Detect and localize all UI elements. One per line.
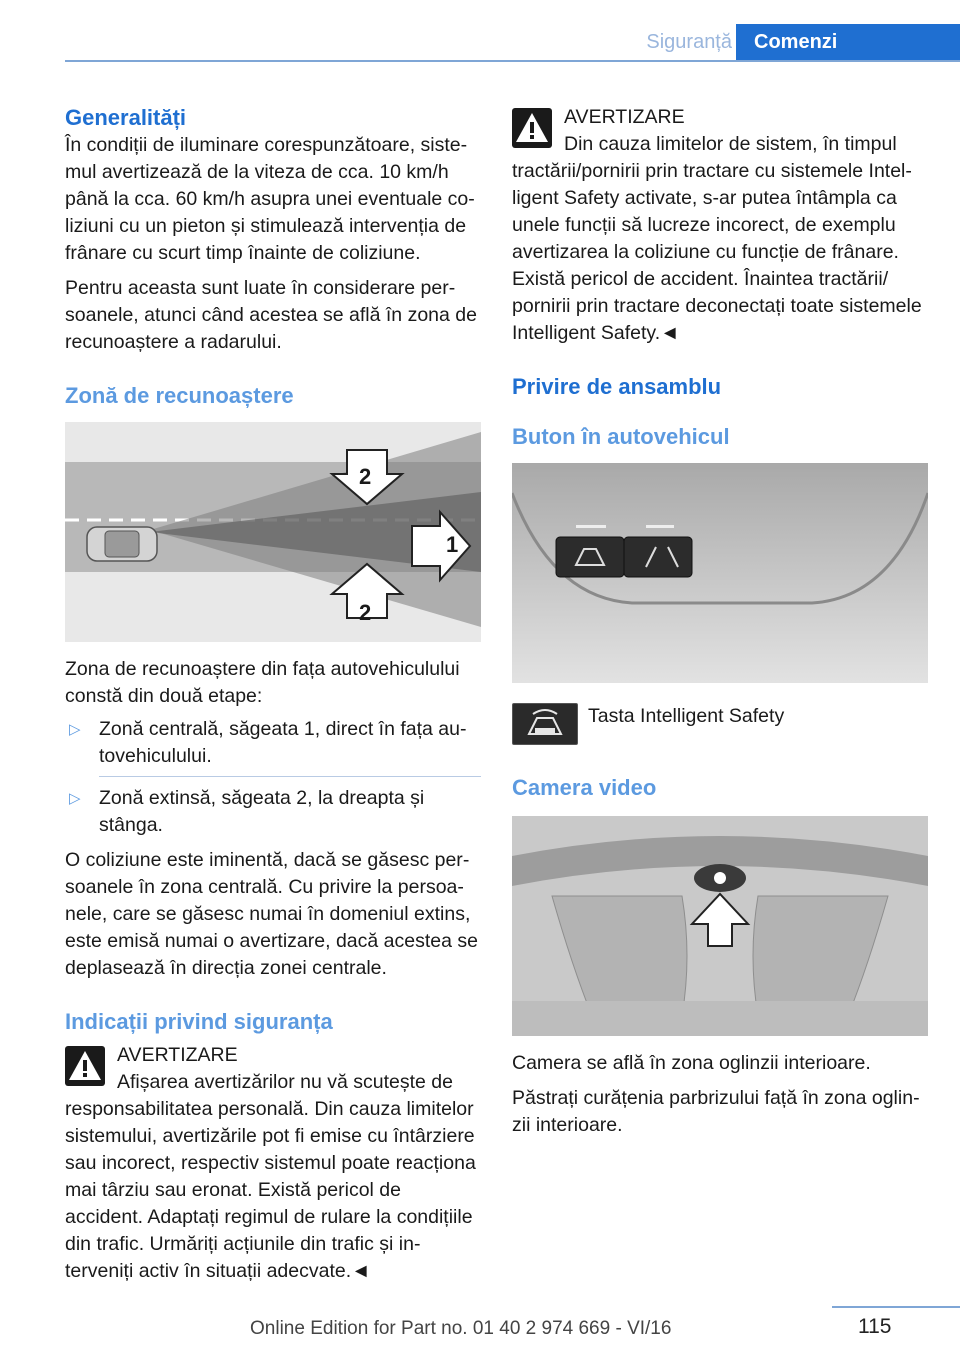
list-item: ▷ Zonă centrală, săgeata 1, direct în fața autovehiculului. xyxy=(69,718,467,767)
zone-bullet-list xyxy=(65,716,481,839)
button-photo xyxy=(512,463,928,683)
footer-divider xyxy=(832,1306,960,1308)
heading-button-in-vehicle: Buton în autovehicul xyxy=(512,424,730,449)
heading-safety-notes: Indicații privind siguranța xyxy=(65,1009,333,1034)
warning-first-line: Din cauza limitelor de sistem, în timpul xyxy=(564,133,897,155)
figure-label-middle: 1 xyxy=(446,532,459,557)
paragraph-camera-2: Păstrați curățenia parbrizului față în zona oglinzii interioare. xyxy=(512,1087,920,1136)
warning-text: tractării/pornirii prin tractare cu sistemele Intelligent Safety activate, s-ar putea întâmpla ca unele funcții să lucreze incorect, de exemplu avertizarea la coliziune cu funcție de frânare. Există pericol de accident. Înaintea tractării/ pornirii prin tractare deconectați toate sistemele Intelligent Safety.◄ xyxy=(512,160,922,344)
heading-general: Generalități xyxy=(65,105,187,130)
figure-label-bottom: 2 xyxy=(359,600,372,625)
footer-edition: Online Edition for Part no. 01 40 2 974 669 - VI/16 xyxy=(250,1318,672,1339)
warning-block-left xyxy=(65,1042,481,1285)
warning-triangle-icon xyxy=(65,1046,105,1086)
warning-title: AVERTIZARE xyxy=(117,1044,238,1066)
header-divider xyxy=(65,60,960,62)
list-item: ▷ Zonă extinsă, săgeata 2, la dreapta și stânga. xyxy=(69,787,425,836)
recognition-zone-figure xyxy=(65,422,481,642)
camera-photo xyxy=(512,816,928,1036)
button-caption-row xyxy=(512,703,928,730)
heading-overview: Privire de ansamblu xyxy=(512,374,722,399)
paragraph-collision: O coliziune este iminentă, dacă se găsesc persoanele în zona centrală. Cu privire la persoanele, care se găsesc numai în domeniul extins, este emisă numai o avertizare, dacă acestea se deplasează în direcția zonei centrale. xyxy=(65,849,478,979)
page-number: 115 xyxy=(858,1315,892,1338)
paragraph-camera-1: Camera se află în zona oglinzii interioare. xyxy=(512,1052,871,1074)
button-panel-illustration xyxy=(512,463,928,683)
warning-first-line: Afișarea avertizărilor nu vă scutește de xyxy=(117,1071,453,1093)
intelligent-safety-button-icon[interactable] xyxy=(512,703,578,745)
heading-recognition-zone: Zonă de recunoaștere xyxy=(65,383,294,408)
header-tab-active[interactable]: Comenzi xyxy=(736,24,960,61)
right-column xyxy=(512,104,928,1139)
triangle-bullet-icon: ▷ xyxy=(69,790,81,807)
paragraph-zone-intro: Zona de recunoaștere din fața autovehiculului constă din două etape: xyxy=(65,658,460,707)
camera-illustration xyxy=(512,816,928,1036)
warning-title: AVERTIZARE xyxy=(564,106,685,128)
figure-label-top: 2 xyxy=(359,464,372,489)
warning-triangle-icon xyxy=(512,108,552,148)
header-tab-section[interactable]: Siguranță xyxy=(646,31,732,53)
warning-block-right xyxy=(512,104,928,347)
left-column xyxy=(65,104,481,1285)
heading-camera: Camera video xyxy=(512,775,657,800)
button-caption: Tasta Intelligent Safety xyxy=(588,705,785,727)
triangle-bullet-icon: ▷ xyxy=(69,721,81,738)
warning-text: responsabilitatea personală. Din cauza limitelor sistemului, avertizările pot fi emise cu întârziere sau incorect, respectiv sistemul poate reacționa mai târziu sau eronat. Există pericol de accident. Adaptați regimul de rulare la condițiile din trafic. Urmăriți acțiunile din trafic și interveniți activ în situații adecvate.◄ xyxy=(65,1098,476,1282)
paragraph-general-1: În condiții de iluminare corespunzătoare, sistemul avertizează de la viteza de cca. 10 km/h până la cca. 60 km/h asupra unei eventuale coliziuni cu un pieton și stimulează intervenția de frânare cu scurt timp înainte de coliziune. xyxy=(65,134,475,264)
paragraph-general-2: Pentru aceasta sunt luate în considerare persoanele, atunci când acestea se află în zona de recunoaștere a radarului. xyxy=(65,277,477,353)
recognition-zone-diagram xyxy=(65,422,481,642)
list-item xyxy=(65,776,481,777)
